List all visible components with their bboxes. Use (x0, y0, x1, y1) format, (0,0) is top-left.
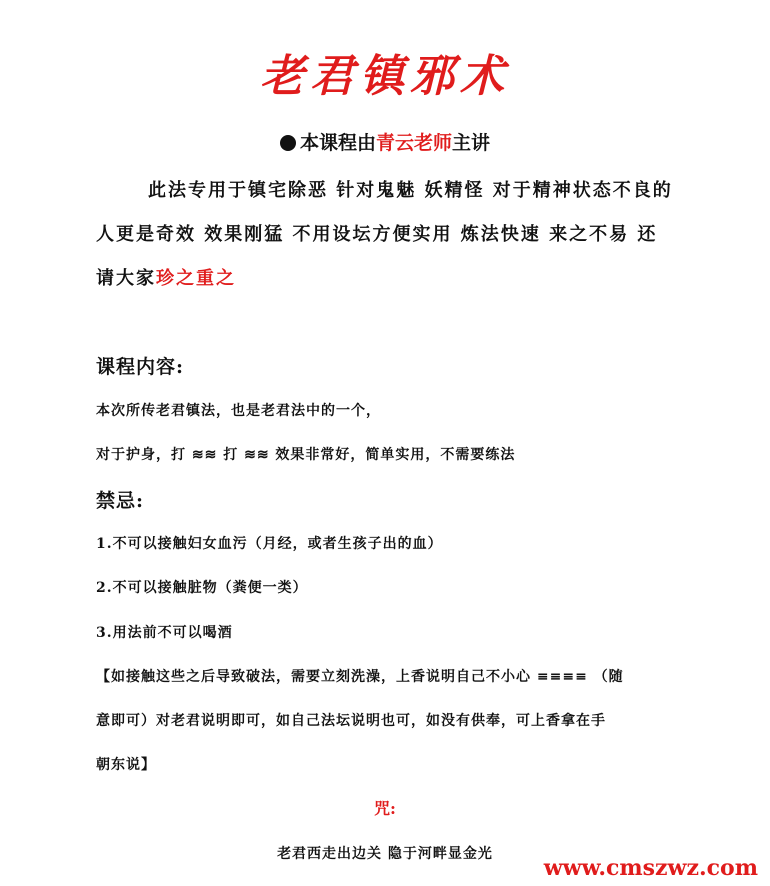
mantra-heading: 咒: (374, 799, 396, 818)
mantra-line-1: 老君西走出边关 隐于河畔显金光 (277, 846, 493, 862)
intro-line-3-prefix: 请大家 (96, 268, 156, 289)
taboo-item-1: 1.不可以接触妇女血污（月经，或者生孩子出的血） (96, 536, 443, 552)
watermark-text: www.cmszwz.com (543, 855, 758, 881)
intro-line-2: 人更是奇效 效果刚猛 不用设坛方便实用 炼法快速 来之不易 还 (96, 224, 658, 245)
page-title: 老君镇邪术 (260, 51, 510, 102)
taboos-heading: 禁忌: (96, 490, 145, 512)
remedy-line-3: 朝东说】 (96, 757, 156, 773)
remedy-line-2: 意即可）对老君说明即可，如自己法坛说明也可，如没有供奉，可上香拿在手 (96, 713, 606, 729)
course-content-item-2: 对于护身，打 ≋≋ 打 ≋≋ 效果非常好，简单实用，不需要练法 (96, 447, 516, 463)
intro-line-1: 此法专用于镇宅除恶 针对鬼魅 妖精怪 对于精神状态不良的 (148, 180, 673, 201)
lecturer-suffix: 主讲 (452, 132, 491, 154)
taboo-item-3: 3.用法前不可以喝酒 (96, 625, 233, 641)
lecturer-name: 青云老师 (375, 132, 452, 154)
taboo-item-2: 2.不可以接触脏物（粪便一类） (96, 580, 308, 596)
course-content-heading: 课程内容: (96, 356, 185, 378)
lecturer-prefix: 本课程由 (299, 132, 376, 154)
lecturer-line (0, 128, 770, 155)
course-content-item-1: 本次所传老君镇法，也是老君法中的一个， (96, 403, 381, 419)
intro-line-3 (96, 264, 236, 290)
bullet-icon (280, 135, 296, 151)
remedy-line-1: 【如接触这些之后导致破法，需要立刻洗澡，上香说明自己不小心 ≡≡≡≡ （随 (96, 669, 624, 685)
intro-highlight: 珍之重之 (156, 268, 236, 289)
